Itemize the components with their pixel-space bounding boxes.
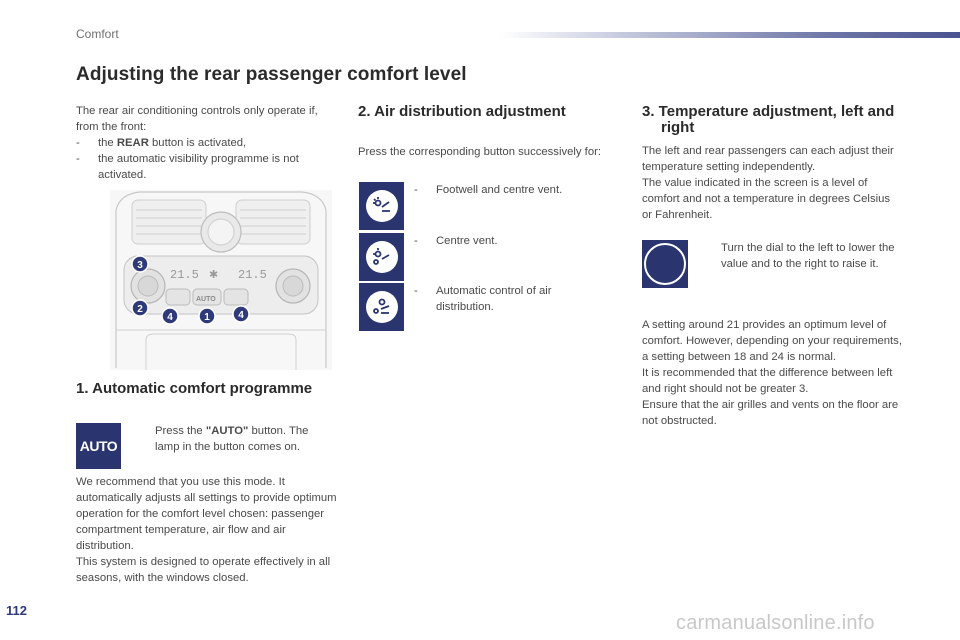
header-bar: [500, 32, 960, 38]
section2-intro: Press the corresponding button successively for:: [358, 146, 602, 158]
console-auto-label: AUTO: [196, 296, 216, 303]
callout-label: 1: [204, 312, 210, 323]
footwell-centre-vent-icon: [359, 182, 404, 230]
intro-text: The rear air conditioning controls only operate if, from the front:: [76, 105, 318, 133]
intro-item: - the automatic visibility programme is not activated.: [76, 153, 299, 181]
section1-instruction: Press the "AUTO" button. The lamp in the button comes on.: [136, 423, 328, 455]
option-auto-distribution: - Automatic control of air distribution.: [414, 285, 552, 313]
option-centre-vent: - Centre vent.: [414, 235, 498, 247]
centre-vent-icon: [359, 233, 404, 281]
console-display-right: 21.5: [238, 268, 267, 282]
section3-instruction: Turn the dial to the left to lower the value and to the right to raise it.: [700, 240, 896, 272]
section2-heading: 2. Air distribution adjustment: [358, 103, 566, 120]
rear-console-illustration: [110, 190, 332, 370]
watermark: carmanualsonline.info: [676, 612, 875, 634]
intro-item: - the REAR button is activated,: [76, 137, 247, 149]
bullet-icon: [136, 423, 155, 455]
bullet-icon: [700, 240, 721, 272]
console-display-left: 21.5: [170, 268, 199, 282]
auto-distribution-icon: [359, 283, 404, 331]
section3-body: A setting around 21 provides an optimum level of comfort. However, depending on your requirements, a setting between 18 and 24 is normal. It is recommended that the difference between left and right should not be greater 3. Ensure that the air grilles and vents on the floor are not obstructed.: [642, 319, 902, 427]
callout-label: 2: [137, 304, 143, 315]
temperature-dial-icon: [642, 240, 688, 288]
callout-label: 3: [137, 260, 143, 271]
callout-label: 4: [167, 312, 173, 323]
auto-button-icon: AUTO: [76, 423, 121, 469]
section3-heading: 3. Temperature adjustment, left and right: [642, 103, 895, 136]
section3-intro: The left and rear passengers can each adjust their temperature setting independently. The value indicated in the screen is a level of comfort and not a temperature in degrees Celsius or Fahrenheit.: [642, 145, 894, 221]
page-number: 112: [6, 603, 27, 618]
intro-block: [76, 103, 336, 183]
svg-text:✱: ✱: [209, 269, 219, 281]
option-footwell-centre: - Footwell and centre vent.: [414, 184, 563, 196]
callout-label: 4: [238, 310, 244, 321]
section-label: Comfort: [76, 27, 119, 41]
section1-body: We recommend that you use this mode. It automatically adjusts all settings to provide optimum operation for the comfort level chosen: passenger compartment temperature, air flow and air distribution. This system is designed to operate effectively in all seasons, with the windows closed.: [76, 476, 337, 584]
page-title: Adjusting the rear passenger comfort level: [76, 64, 467, 85]
section1-heading: 1. Automatic comfort programme: [76, 380, 313, 397]
